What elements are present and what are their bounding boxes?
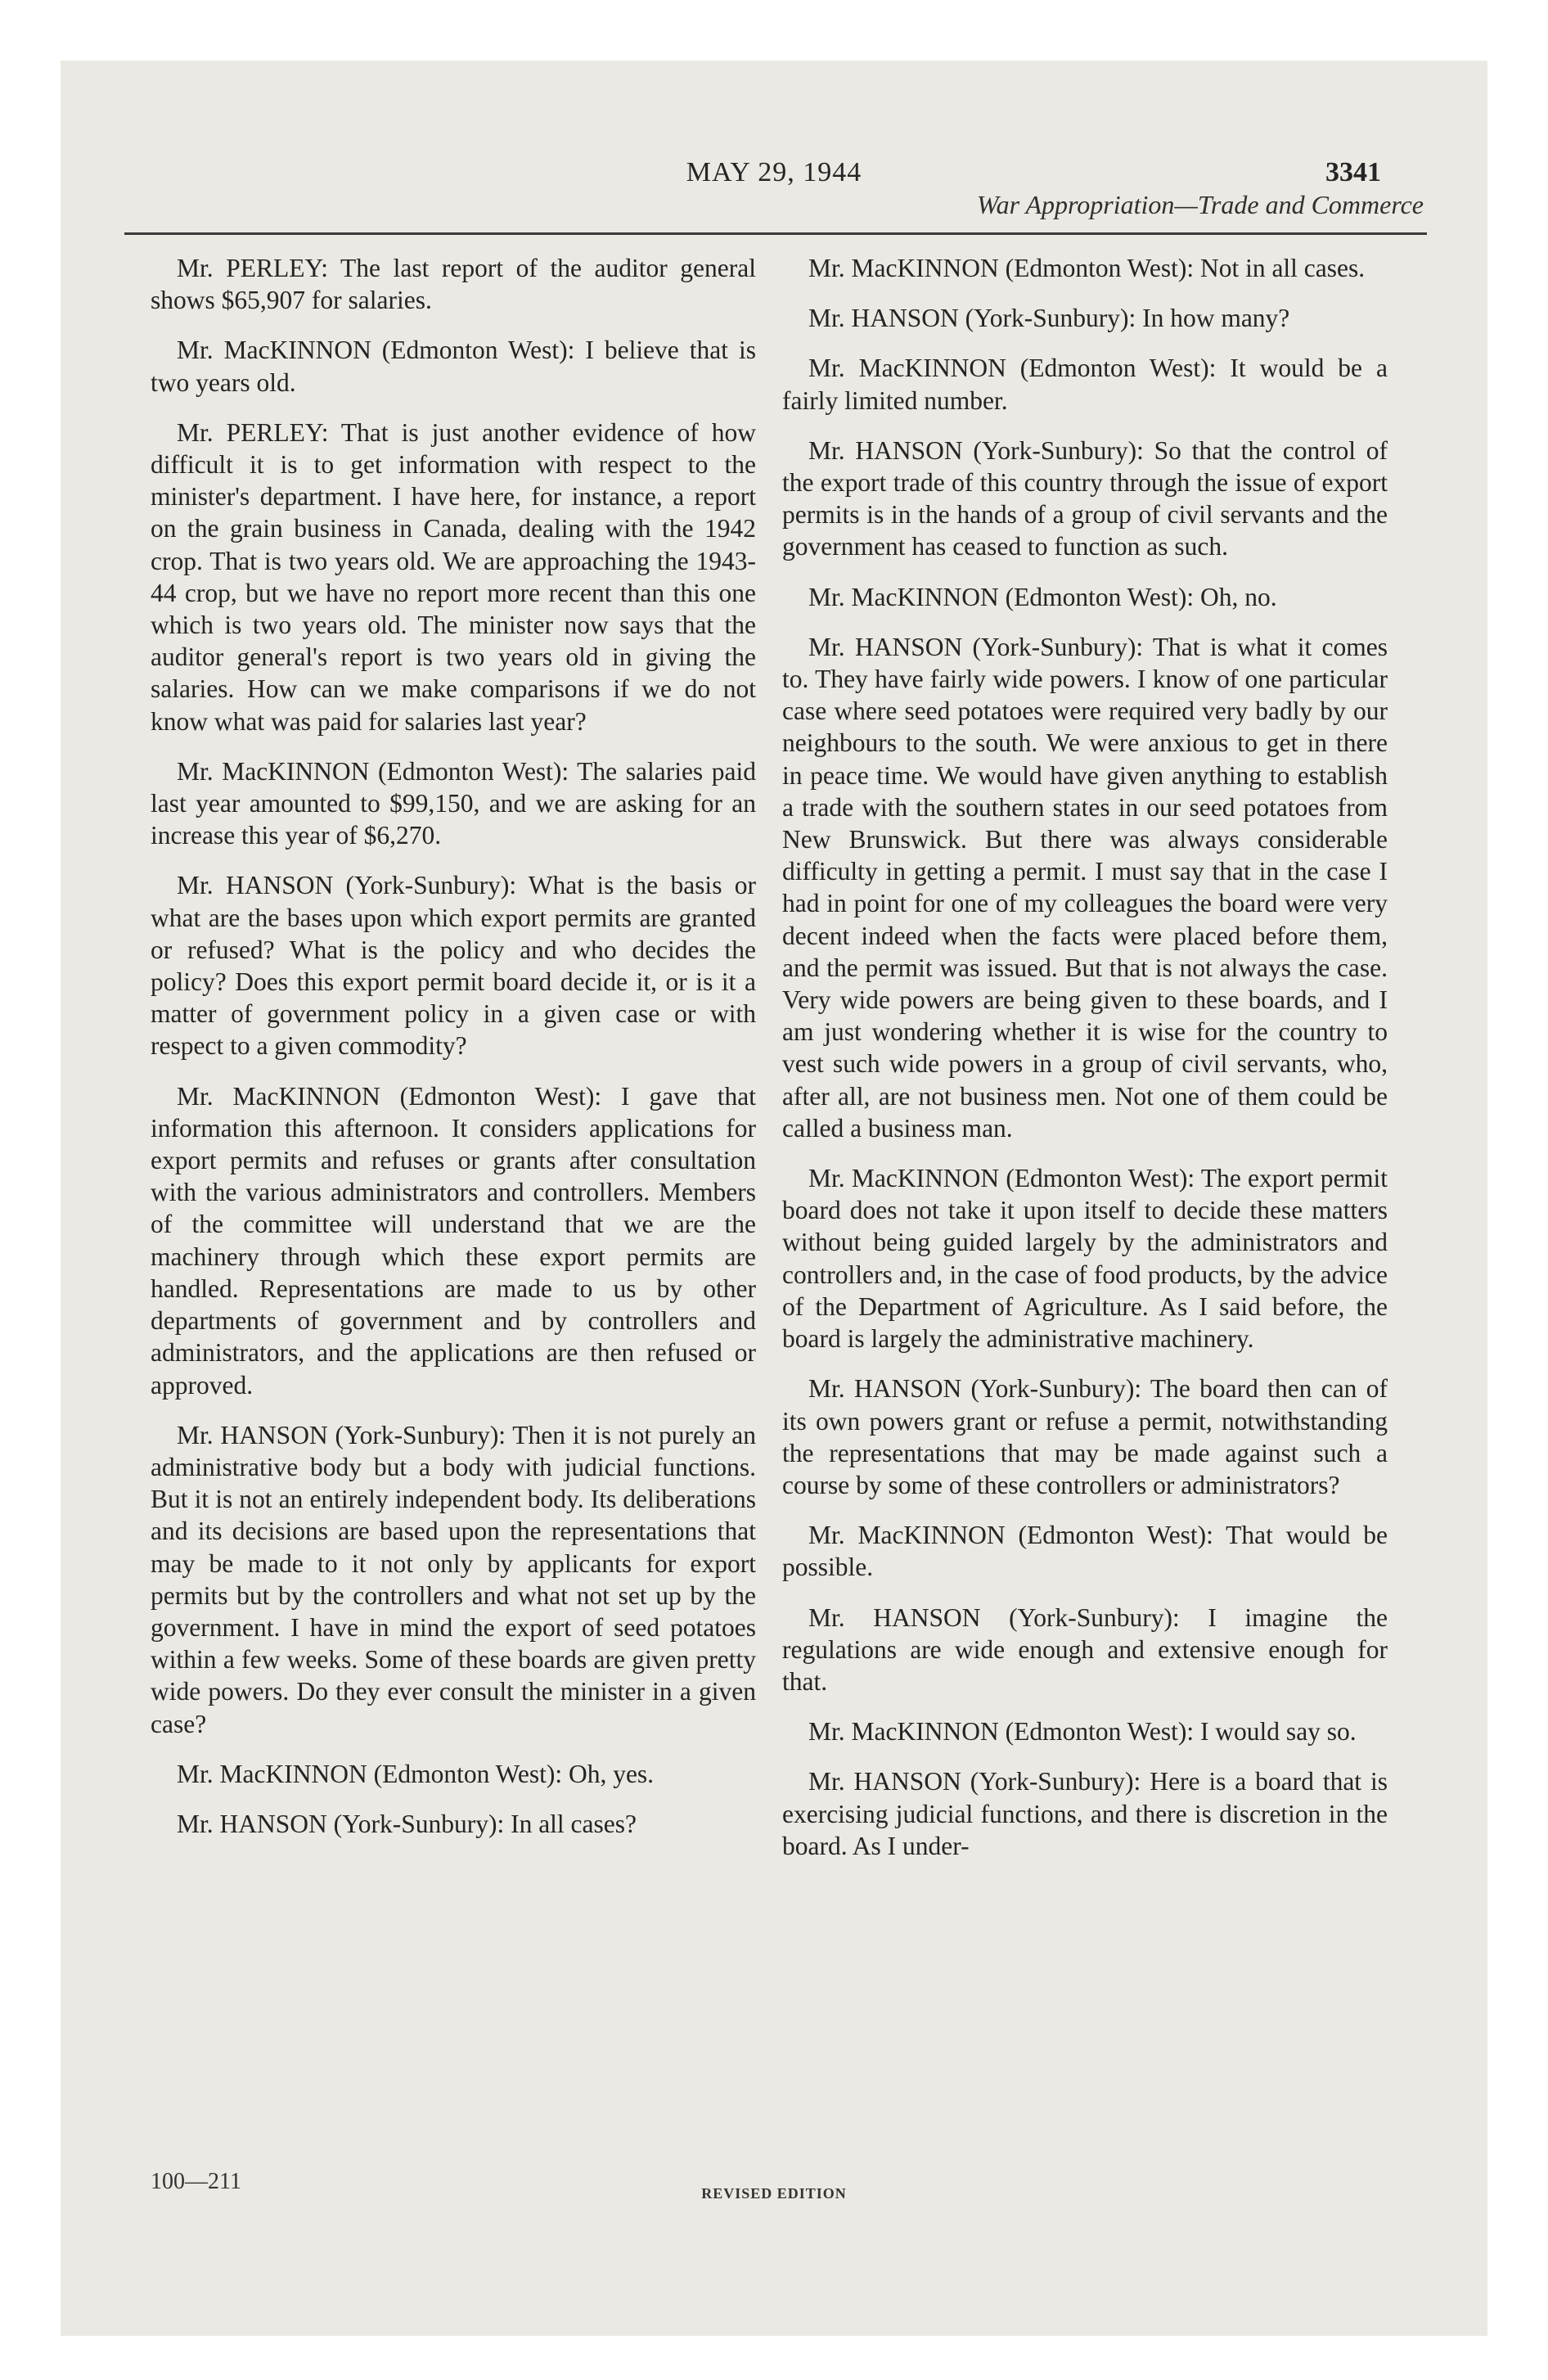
paragraph: Mr. MacKINNON (Edmonton West): The export permit board does not take it upon itself to decide these matters without being guided largely by the administrators and controllers and, in the case of food products, by the advice of the Department of Agriculture. As I said before, the board is largely the administrative machinery. — [782, 1164, 1388, 1354]
paragraph: Mr. HANSON (York-Sunbury): Then it is not purely an administrative body but a body with judicial functions. But it is not an entirely independent body. Its deliberations and its decisions are based upon the representations that may be made to it not only by applicants for export permits but by the controllers and what not set up by the government. I have in mind the export of seed potatoes within a few weeks. Some of these boards are given pretty wide powers. Do they ever consult the minister in a given case? — [151, 1420, 756, 1738]
header-rule — [124, 232, 1427, 235]
page-number: 3341 — [1325, 157, 1381, 187]
paragraph: Mr. MacKINNON (Edmonton West): Oh, yes. — [177, 1759, 655, 1788]
paragraph: Mr. HANSON (York-Sunbury): So that the control of the export trade of this country through the issue of export permits is in the hands of a group of civil servants and the government has ceased to function as such. — [782, 435, 1388, 561]
paragraph: Mr. MacKINNON (Edmonton West): I gave that information this afternoon. It considers applications for export permits and refuses or grants after consultation with the various administrators and controllers. Members of the committee will understand that we are the machinery through which these export permits are handled. Representations are made to us by other departments of government and by controllers and administrators, and the applications are then refused or approved. — [151, 1081, 756, 1400]
paragraph: Mr. HANSON (York-Sunbury): I imagine the regulations are wide enough and extensive enough for that. — [782, 1602, 1388, 1696]
paragraph: Mr. HANSON (York-Sunbury): In how many? — [808, 304, 1290, 333]
paragraph: Mr. MacKINNON (Edmonton West): The salaries paid last year amounted to $99,150, and we are asking for an increase this year of $6,270. — [151, 756, 756, 850]
paragraph: Mr. HANSON (York-Sunbury): That is what it comes to. They have fairly wide powers. I know of one particular case where seed potatoes were required very badly by our neighbours to the south. We were anxious to get in there in peace time. We would have given anything to establish a trade with the southern states in our seed potatoes from New Brunswick. But there was always considerable difficulty in getting a permit. I must say that in the case I had in point for one of my colleagues the board were very decent indeed when the facts were placed before them, and the permit was issued. But that is not always the case. Very wide powers are being given to these boards, and I am just wondering whether it is wise for the country to vest such wide powers in a group of civil servants, who, after all, are not business men. Not one of them could be called a business man. — [782, 632, 1388, 1143]
left-column — [151, 252, 756, 1858]
paragraph: Mr. HANSON (York-Sunbury): What is the basis or what are the bases upon which export permits are granted or refused? What is the policy and who decides the policy? Does this export permit board decide it, or is it a matter of government policy in a given case or with respect to a given commodity? — [151, 871, 756, 1061]
paragraph: Mr. HANSON (York-Sunbury): The board then can of its own powers grant or refuse a permit, notwithstanding the representations that may be made against such a course by some of these controllers or administrators? — [782, 1374, 1388, 1499]
paragraph: Mr. PERLEY: The last report of the auditor general shows $65,907 for salaries. — [151, 254, 756, 315]
paragraph: Mr. HANSON (York-Sunbury): In all cases? — [177, 1809, 637, 1838]
paragraph: Mr. PERLEY: That is just another evidence of how difficult it is to get information with respect to the minister's department. I have here, for instance, a report on the grain business in Canada, dealing with the 1942 crop. That is two years old. We are approaching the 1943-44 crop, but we have no report more recent than this one which is two years old. The minister now says that the auditor general's report is two years old in giving the salaries. How can we make comparisons if we do not know what was paid for salaries last year? — [151, 417, 756, 736]
header-date: MAY 29, 1944 — [686, 157, 862, 187]
sheet-number: 100—211 — [151, 2169, 241, 2194]
edition-label: REVISED EDITION — [701, 2185, 847, 2202]
paragraph: Mr. MacKINNON (Edmonton West): That would be possible. — [782, 1521, 1388, 1582]
right-column — [782, 252, 1388, 1880]
paragraph: Mr. MacKINNON (Edmonton West): It would be a fairly limited number. — [782, 354, 1388, 415]
paragraph: Mr. HANSON (York-Sunbury): Here is a board that is exercising judicial functions, and there is discretion in the board. As I under- — [782, 1767, 1388, 1860]
paragraph: Mr. MacKINNON (Edmonton West): Oh, no. — [808, 582, 1277, 611]
header-subtitle: War Appropriation—Trade and Commerce — [976, 190, 1424, 219]
paragraph: Mr. MacKINNON (Edmonton West): Not in all cases. — [808, 254, 1366, 282]
paragraph: Mr. MacKINNON (Edmonton West): I believe that is two years old. — [151, 336, 756, 397]
paragraph: Mr. MacKINNON (Edmonton West): I would say so. — [808, 1717, 1357, 1747]
document-page — [61, 61, 1487, 2336]
